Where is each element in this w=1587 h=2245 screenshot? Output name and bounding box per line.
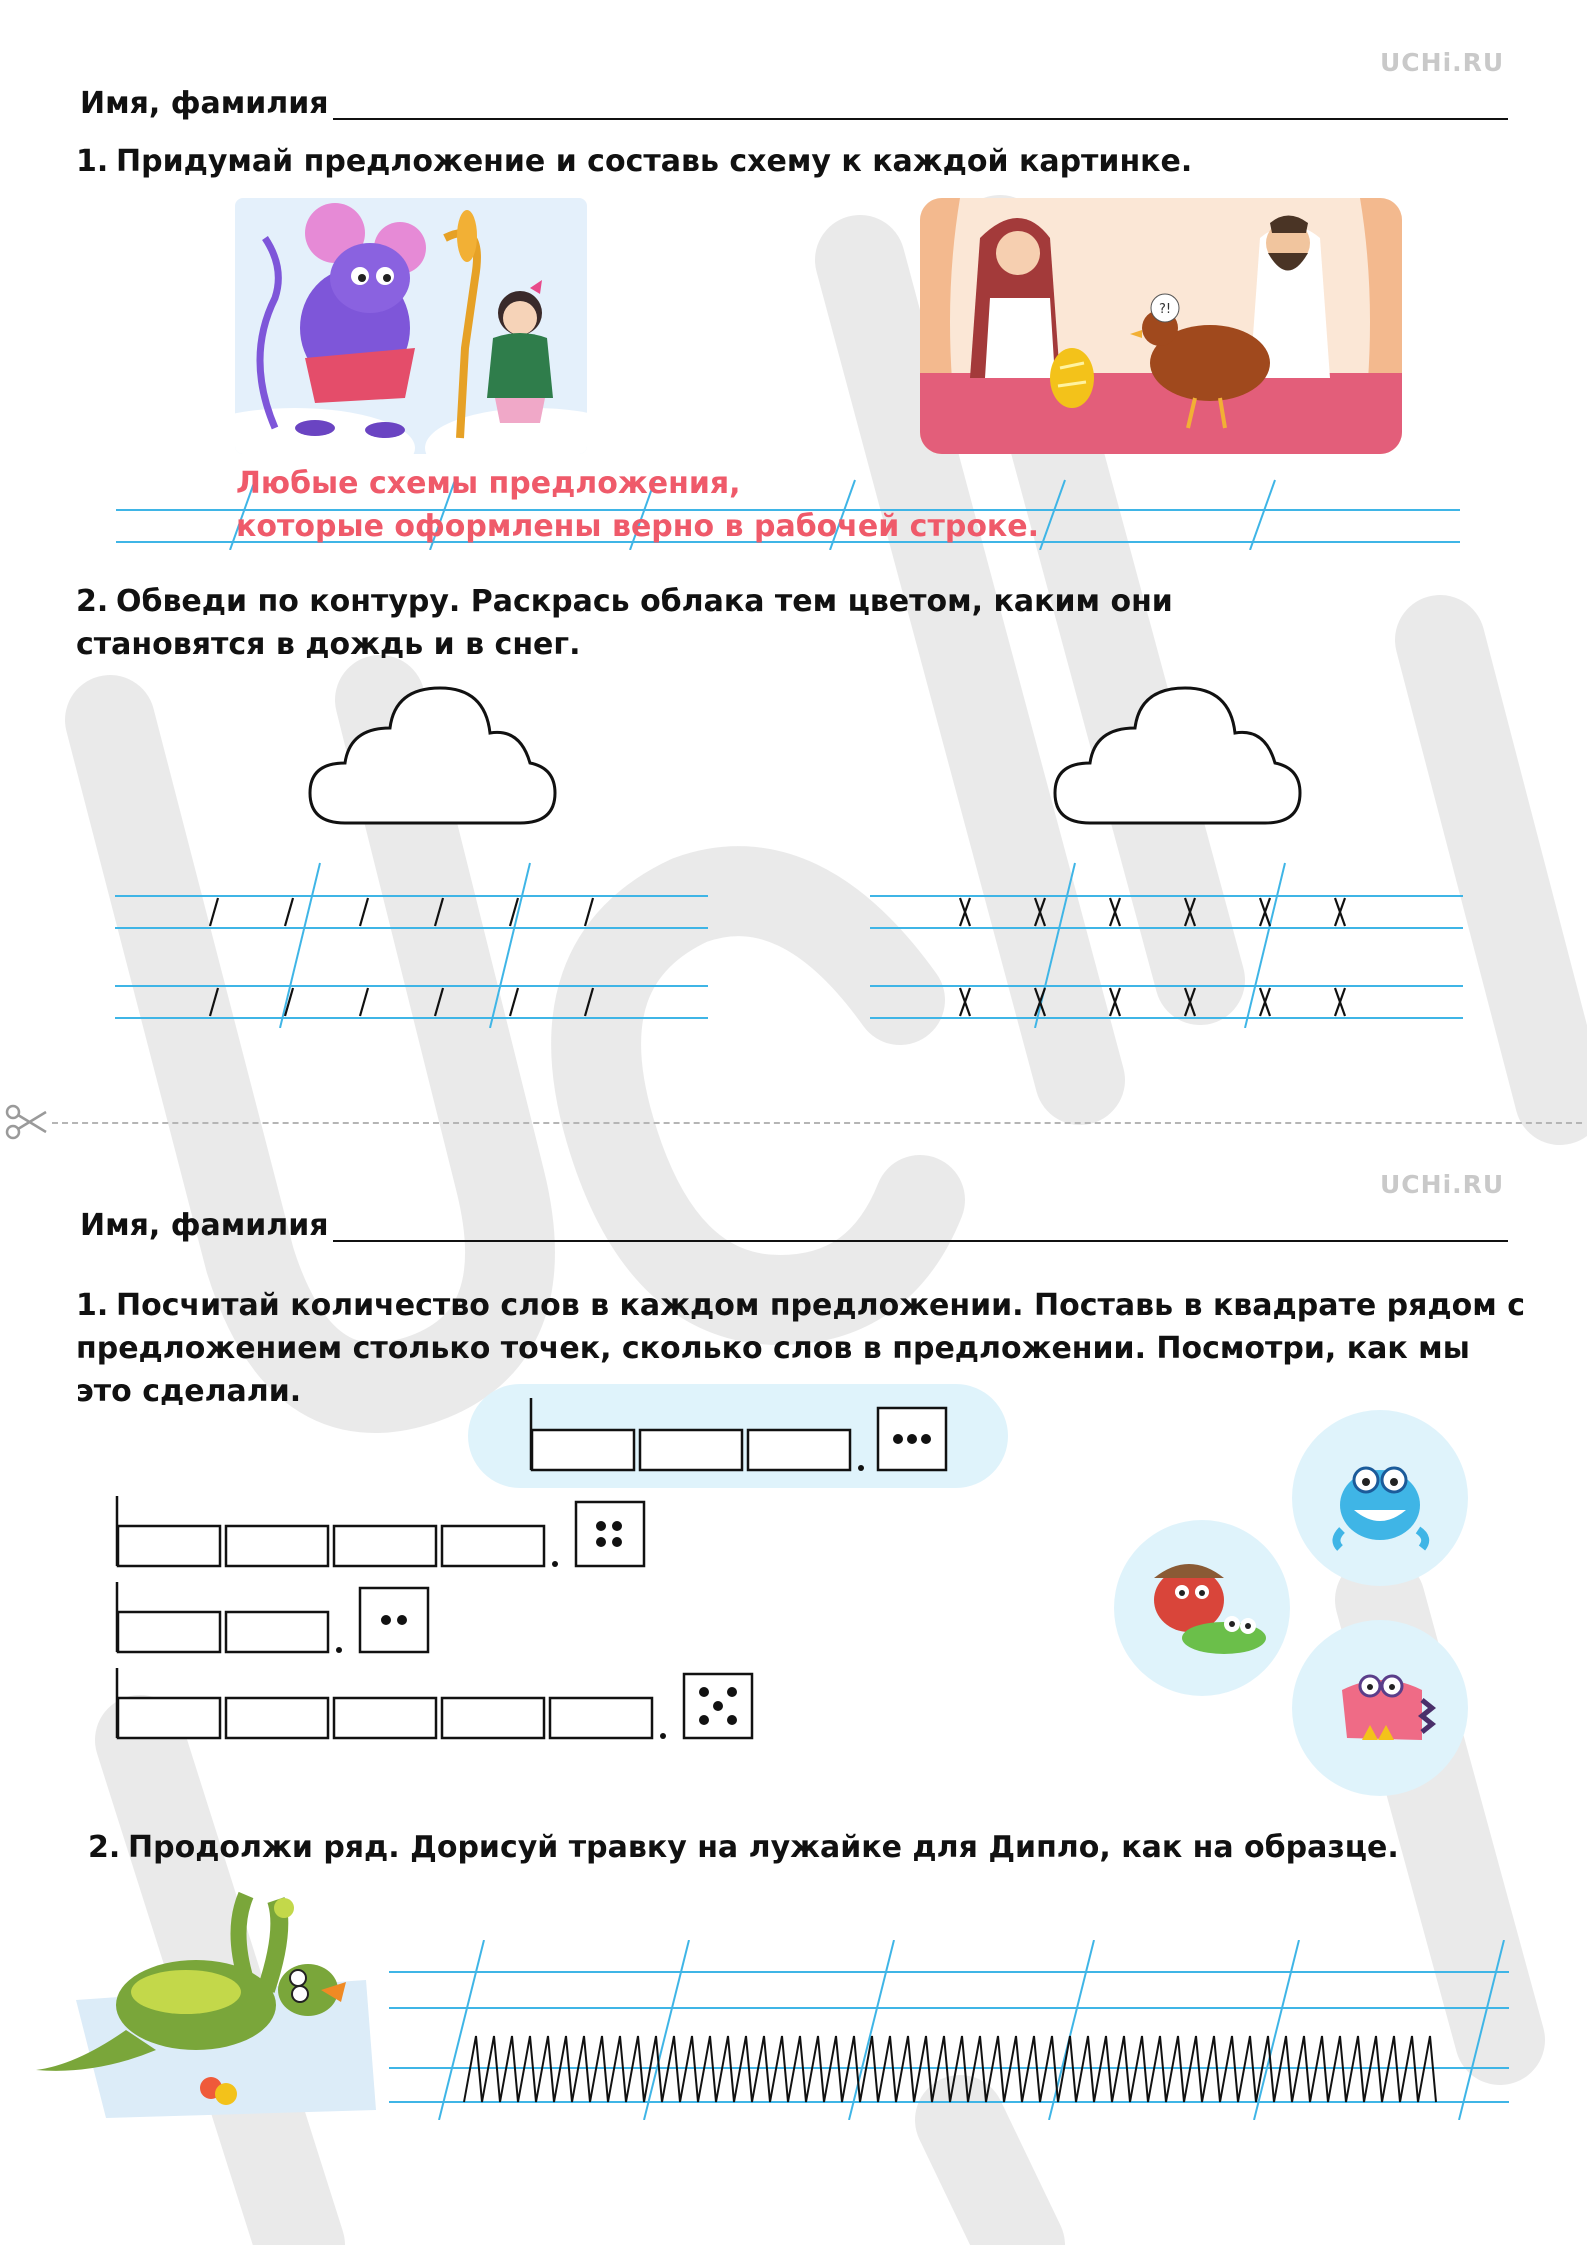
cloud-outline-left: [305, 683, 560, 833]
task-text: Обведи по контуру. Раскрась облака тем цветом, каким они становятся в дождь и в снег.: [76, 584, 1173, 662]
name-label: Имя, фамилия: [80, 1208, 329, 1243]
answer-line-1: Любые схемы предложения,: [236, 466, 741, 501]
snow-strokes-practice: [865, 858, 1465, 1028]
scissors-icon: [4, 1102, 48, 1142]
answer-line-2: которые оформлены верно в рабочей строке.: [236, 509, 1040, 544]
task-number: 1.: [76, 144, 109, 179]
diplo-dinosaur-illustration: [36, 1890, 386, 2120]
scheme-row-2-words: [114, 1580, 434, 1660]
brand-logo: UCHi.RU: [1380, 1170, 1505, 1199]
dino-mascot-red-crocodile: [1114, 1520, 1290, 1696]
name-line: [333, 1240, 1508, 1242]
illustration-mouse-girl: [235, 198, 587, 454]
rain-strokes-practice: [110, 858, 710, 1028]
dino-mascot-pink: [1292, 1620, 1468, 1796]
name-label: Имя, фамилия: [80, 86, 329, 121]
task-text: Придумай предложение и составь схему к каждой картинке.: [116, 144, 1193, 179]
cloud-outline-right: [1050, 683, 1305, 833]
brand-logo: UCHi.RU: [1380, 48, 1505, 77]
speech-bubble-text: ?!: [1158, 302, 1172, 317]
task-text: Посчитай количество слов в каждом предложении. Поставь в квадрате рядом с предложением столько точек, сколько слов в предложении. Посмотри, как мы это сделали.: [76, 1288, 1525, 1409]
name-line: [333, 118, 1508, 120]
task-number: 1.: [76, 1288, 109, 1323]
scheme-row-5-words: [114, 1666, 754, 1746]
task-number: 2.: [88, 1830, 121, 1865]
illustration-old-couple-hen: [920, 198, 1402, 454]
example-scheme: [528, 1396, 958, 1476]
dino-mascot-blue: [1292, 1410, 1468, 1586]
task-number: 2.: [76, 584, 109, 619]
task-text: Продолжи ряд. Дорисуй травку на лужайке для Дипло, как на образце.: [128, 1830, 1399, 1865]
cut-line: [52, 1122, 1582, 1124]
grass-practice-lines: [384, 1940, 1514, 2120]
scheme-row-4-words: [114, 1494, 654, 1574]
